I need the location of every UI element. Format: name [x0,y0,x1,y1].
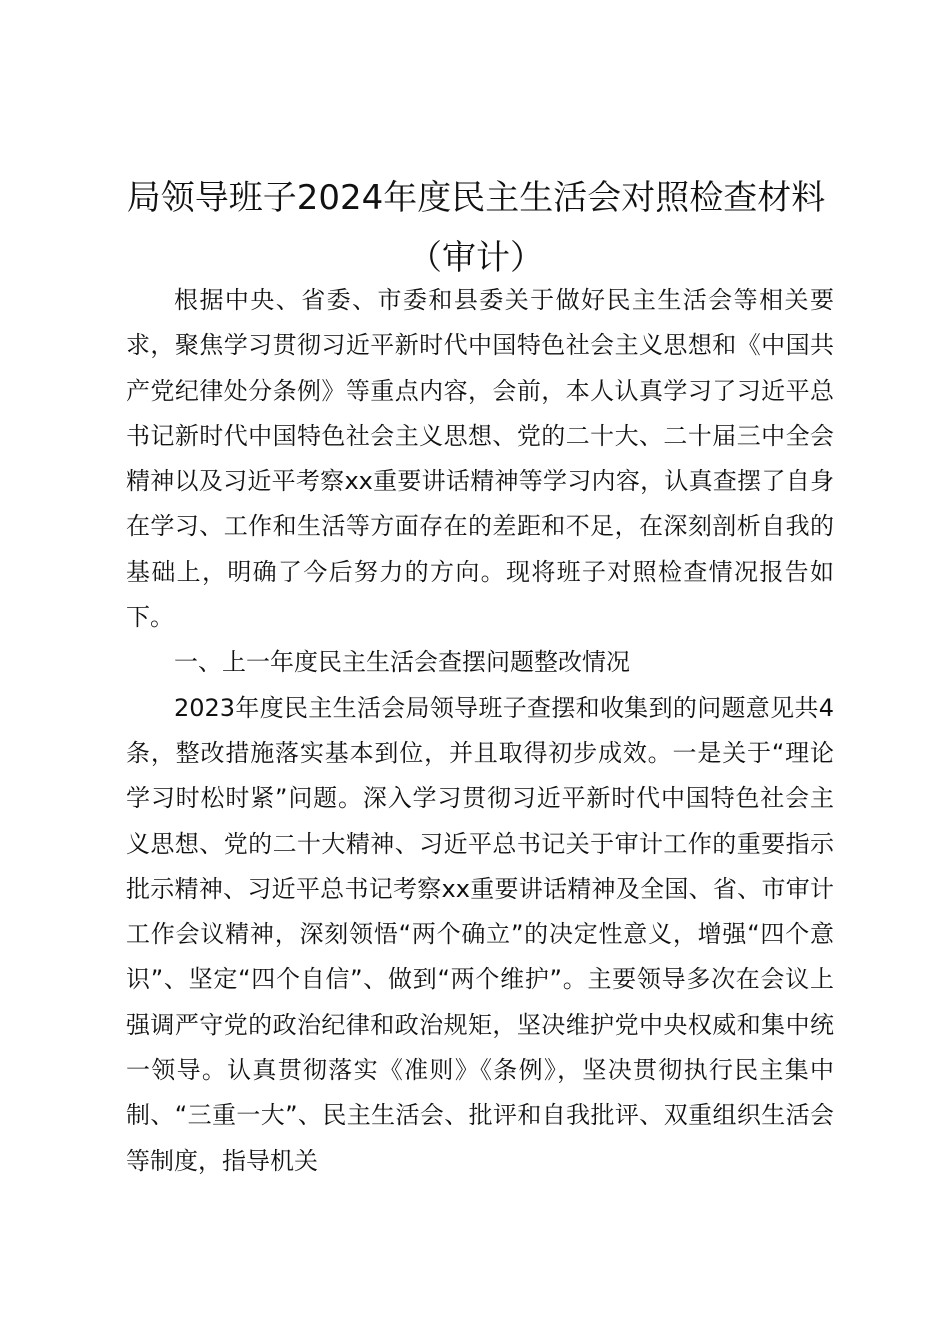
intro-paragraph: 根据中央、省委、市委和县委关于做好民主生活会等相关要求，聚焦学习贯彻习近平新时代中国特色社会主义思想和《中国共产党纪律处分条例》等重点内容，会前，本人认真学习了习近平总书记新时代中国特色社会主义思想、党的二十大、二十届三中全会精神以及习近平考察xx重要讲话精神等学习内容，认真查摆了自身在学习、工作和生活等方面存在的差距和不足，在深刻剖析自我的基础上，明确了今后努力的方向。现将班子对照检查情况报告如下。 [126,286,834,632]
document-title: 局领导班子2024年度民主生活会对照检查材料（审计） [126,178,826,278]
section-heading: 一、上一年度民主生活会查摆问题整改情况 [174,648,630,677]
body-paragraph: 2023年度民主生活会局领导班子查摆和收集到的问题意见共4条，整改措施落实基本到位，并且取得初步成效。一是关于“理论学习时松时紧”问题。深入学习贯彻习近平新时代中国特色社会主义思想、党的二十大精神、习近平总书记关于审计工作的重要指示批示精神、习近平总书记考察xx重要讲话精神及全国、省、市审计工作会议精神，深刻领悟“两个确立”的决定性意义，增强“四个意识”、坚定“四个自信”、做到“两个维护”。主要领导多次在会议上强调严守党的政治纪律和政治规矩，坚决维护党中央权威和集中统一领导。认真贯彻落实《准则》《条例》，坚决贯彻执行民主集中制、“三重一大”、民主生活会、批评和自我批评、双重组织生活会等制度，指导机关 [126,693,834,1175]
document-body [126,278,834,1184]
